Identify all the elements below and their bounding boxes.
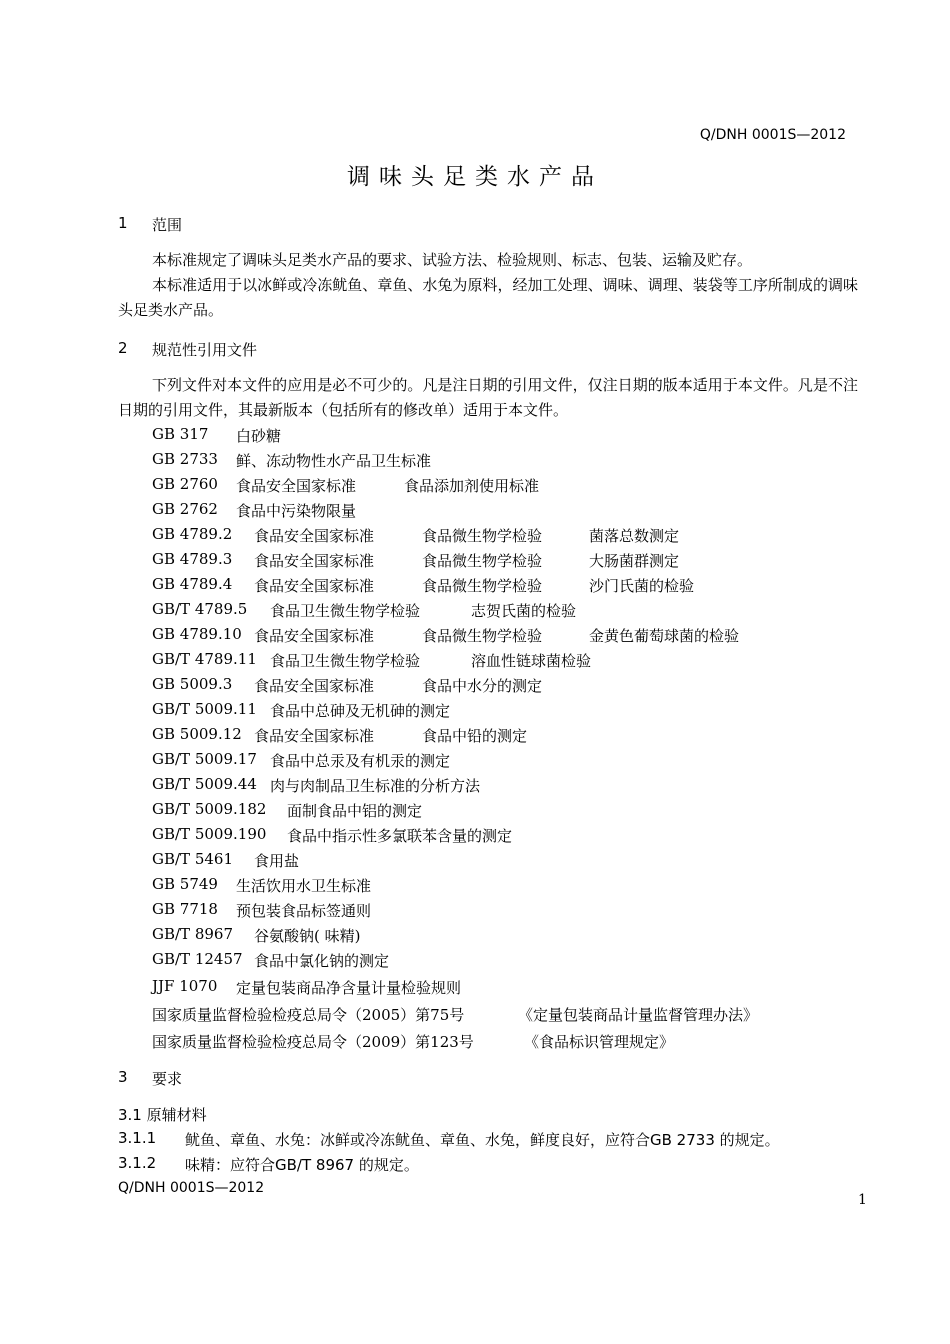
reference-title-part-2: 食品中铅的测定: [422, 727, 528, 745]
reference-title: 食品安全国家标准: [254, 552, 375, 570]
clause-3-1-1-number: 3.1.1: [118, 1129, 157, 1147]
reference-title: 面制食品中铝的测定: [287, 802, 423, 820]
reference-code: GB/T 5461: [152, 850, 234, 868]
section-1-title: 范围: [152, 216, 183, 234]
reference-title: 《食品标识管理规定》: [524, 1033, 675, 1051]
reference-title: 食品中总汞及有机汞的测定: [270, 752, 451, 770]
footer-standard-code: Q/DNH 0001S—2012: [118, 1180, 265, 1196]
reference-item: [152, 575, 695, 595]
reference-title: 食品中总砷及无机砷的测定: [270, 702, 451, 720]
reference-item: [152, 500, 357, 520]
reference-code: GB 4789.10: [152, 625, 242, 643]
clause-3-1-2-text: 味精：应符合GB/T 8967 的规定。: [185, 1156, 419, 1174]
reference-code: 国家质量监督检验检疫总局令（2005）第75号: [152, 1006, 465, 1024]
reference-title: 食品卫生微生物学检验: [270, 652, 421, 670]
section-1-number: 1: [118, 214, 128, 232]
clause-3-1-1-text: 鱿鱼、章鱼、水兔：冰鲜或冷冻鱿鱼、章鱼、水兔，鲜度良好，应符合GB 2733 的规定。: [185, 1131, 780, 1149]
reference-code: GB 4789.3: [152, 550, 233, 568]
reference-title-part-2: 志贺氏菌的检验: [471, 602, 577, 620]
reference-title: 食品安全国家标准: [254, 577, 375, 595]
reference-title: 预包装食品标签通则: [236, 902, 372, 920]
reference-code: GB 2733: [152, 450, 218, 468]
reference-item: [152, 850, 300, 870]
reference-item: [152, 425, 282, 445]
reference-title: 食品中指示性多氯联苯含量的测定: [287, 827, 513, 845]
reference-item: [152, 800, 423, 820]
subsection-3-1-heading: 3.1 原辅材料: [118, 1106, 207, 1124]
reference-title: 食品安全国家标准: [254, 727, 375, 745]
reference-title: 食品安全国家标准: [254, 627, 375, 645]
reference-item: [152, 525, 680, 545]
section-2-title: 规范性引用文件: [152, 341, 258, 359]
reference-item: [152, 550, 680, 570]
section-1-paragraph-1: 本标准规定了调味头足类水产品的要求、试验方法、检验规则、标志、包装、运输及贮存。: [152, 251, 753, 269]
reference-code: GB/T 5009.17: [152, 750, 257, 768]
reference-item: [152, 450, 432, 470]
reference-title-part-2: 食品微生物学检验: [422, 527, 543, 545]
reference-code: GB/T 8967: [152, 925, 234, 943]
reference-title-part-3: 金黄色葡萄球菌的检验: [589, 627, 740, 645]
reference-title-part-2: 食品微生物学检验: [422, 627, 543, 645]
reference-code: GB 317: [152, 425, 209, 443]
reference-code: GB 2762: [152, 500, 218, 518]
reference-title: 谷氨酸钠( 味精): [254, 927, 361, 945]
reference-code: GB/T 5009.182: [152, 800, 267, 818]
reference-item: [152, 950, 390, 970]
reference-title: 《定量包装商品计量监督管理办法》: [518, 1006, 759, 1024]
reference-title: 白砂糖: [236, 427, 282, 445]
section-2-paragraph-1: 下列文件对本文件的应用是必不可少的。凡是注日期的引用文件，仅注日期的版本适用于本文件。凡是不注日期的引用文件，其最新版本（包括所有的修改单）适用于本文件。: [118, 376, 858, 419]
section-3-number: 3: [118, 1068, 128, 1086]
reference-code: 国家质量监督检验检疫总局令（2009）第123号: [152, 1033, 474, 1051]
reference-code: GB/T 5009.44: [152, 775, 257, 793]
reference-title: 食品安全国家标准: [254, 677, 375, 695]
reference-item: [152, 1004, 759, 1025]
reference-title: 食品安全国家标准: [254, 527, 375, 545]
reference-item: [152, 825, 513, 845]
reference-title-part-3: 沙门氏菌的检验: [589, 577, 695, 595]
reference-code: GB/T 5009.11: [152, 700, 257, 718]
reference-code: GB 2760: [152, 475, 218, 493]
reference-code: GB 5009.3: [152, 675, 233, 693]
reference-title: 食品中污染物限量: [236, 502, 357, 520]
reference-title: 食品卫生微生物学检验: [270, 602, 421, 620]
reference-title-part-2: 食品中水分的测定: [422, 677, 543, 695]
reference-item: [152, 725, 528, 745]
reference-item: [152, 475, 540, 495]
clause-3-1-2-number: 3.1.2: [118, 1154, 157, 1172]
section-3-title: 要求: [152, 1070, 183, 1088]
reference-title-part-2: 食品微生物学检验: [422, 577, 543, 595]
reference-title-part-2: 食品添加剂使用标准: [404, 477, 540, 495]
reference-code: GB/T 12457: [152, 950, 243, 968]
reference-code: GB/T 4789.5: [152, 600, 248, 618]
reference-item: [152, 775, 481, 795]
reference-title-part-2: 溶血性链球菌检验: [471, 652, 592, 670]
reference-item: [152, 600, 577, 620]
section-2-number: 2: [118, 339, 128, 357]
reference-title: 食品安全国家标准: [236, 477, 357, 495]
reference-item: [152, 625, 740, 645]
reference-item: [152, 875, 372, 895]
reference-title: 食品中氯化钠的测定: [254, 952, 390, 970]
reference-title: 鲜、冻动物性水产品卫生标准: [236, 452, 432, 470]
reference-item: [152, 650, 592, 670]
header-standard-code: Q/DNH 0001S—2012: [699, 127, 846, 143]
reference-title-part-3: 大肠菌群测定: [589, 552, 680, 570]
reference-code: GB/T 5009.190: [152, 825, 267, 843]
reference-item: [152, 1031, 675, 1052]
reference-title: 生活饮用水卫生标准: [236, 877, 372, 895]
reference-title: 肉与肉制品卫生标准的分析方法: [270, 777, 481, 795]
reference-code: GB/T 4789.11: [152, 650, 257, 668]
reference-title-part-3: 菌落总数测定: [589, 527, 680, 545]
page-number: 1: [858, 1192, 867, 1208]
reference-code: GB 4789.2: [152, 525, 233, 543]
section-1-paragraph-2: 本标准适用于以冰鲜或冷冻鱿鱼、章鱼、水兔为原料，经加工处理、调味、调理、装袋等工序所制成的调味头足类水产品。: [118, 276, 858, 319]
reference-item: [152, 900, 372, 920]
reference-item: [152, 977, 462, 997]
reference-code: JJF 1070: [152, 977, 218, 995]
reference-code: GB 4789.4: [152, 575, 233, 593]
reference-item: [152, 925, 361, 945]
reference-code: GB 7718: [152, 900, 218, 918]
reference-code: GB 5749: [152, 875, 218, 893]
reference-title: 定量包装商品净含量计量检验规则: [236, 979, 462, 997]
reference-item: [152, 700, 451, 720]
document-title: 调味头足类水产品: [347, 164, 603, 190]
reference-title-part-2: 食品微生物学检验: [422, 552, 543, 570]
reference-code: GB 5009.12: [152, 725, 242, 743]
reference-title: 食用盐: [254, 852, 300, 870]
reference-item: [152, 750, 451, 770]
reference-item: [152, 675, 543, 695]
